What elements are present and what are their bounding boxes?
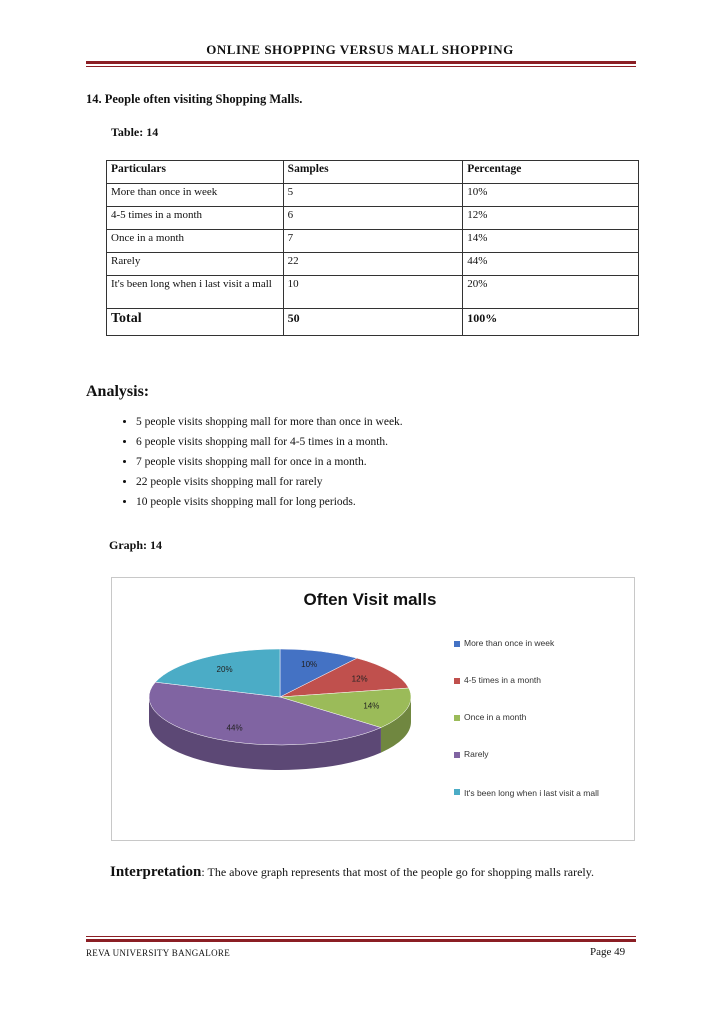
chart-legend bbox=[454, 638, 634, 800]
legend-swatch bbox=[454, 752, 460, 758]
legend-item bbox=[454, 638, 634, 675]
cell-percentage: 44% bbox=[463, 253, 639, 276]
legend-label: It's been long when i last visit a mall bbox=[464, 788, 599, 798]
pie-data-label: 20% bbox=[216, 665, 233, 675]
legend-item bbox=[454, 712, 634, 749]
cell-particular: 4-5 times in a month bbox=[107, 207, 284, 230]
header-samples: Samples bbox=[283, 161, 463, 184]
legend-label: More than once in week bbox=[464, 638, 555, 648]
pie-data-label: 14% bbox=[363, 701, 380, 711]
header-percentage: Percentage bbox=[463, 161, 639, 184]
legend-swatch bbox=[454, 789, 460, 795]
footer-rule-thin bbox=[86, 936, 636, 937]
header-particulars: Particulars bbox=[107, 161, 284, 184]
legend-swatch bbox=[454, 715, 460, 721]
analysis-bullet: • 6 people visits shopping mall for 4-5 times in a month. bbox=[136, 432, 403, 452]
footer-university: REVA UNIVERSITY BANGALORE bbox=[86, 948, 231, 958]
legend-label: Rarely bbox=[464, 749, 489, 759]
legend-item bbox=[454, 749, 634, 786]
cell-samples: 5 bbox=[283, 184, 463, 207]
pie-data-label: 12% bbox=[351, 674, 368, 684]
analysis-bullet: • 7 people visits shopping mall for once in a month. bbox=[136, 452, 403, 472]
chart-title: Often Visit malls bbox=[303, 590, 437, 609]
cell-percentage: 10% bbox=[463, 184, 639, 207]
legend-item bbox=[454, 675, 634, 712]
table-caption: Table: 14 bbox=[111, 125, 159, 139]
analysis-bullet: • 22 people visits shopping mall for rarely bbox=[136, 472, 403, 492]
cell-samples: 6 bbox=[283, 207, 463, 230]
pie-data-label: 44% bbox=[226, 723, 243, 733]
cell-percentage: 20% bbox=[463, 276, 639, 309]
cell-particular: More than once in week bbox=[107, 184, 284, 207]
interpretation-label: Interpretation bbox=[110, 864, 202, 880]
pie-data-label: 10% bbox=[301, 660, 318, 670]
cell-particular: Rarely bbox=[107, 253, 284, 276]
interpretation-paragraph bbox=[110, 862, 635, 882]
analysis-heading: Analysis: bbox=[86, 383, 150, 400]
legend-swatch bbox=[454, 678, 460, 684]
footer-rule bbox=[86, 939, 636, 942]
legend-item bbox=[454, 786, 624, 800]
cell-samples: 22 bbox=[283, 253, 463, 276]
cell-percentage: 12% bbox=[463, 207, 639, 230]
cell-samples: 10 bbox=[283, 276, 463, 309]
total-percentage: 100% bbox=[463, 309, 639, 336]
interpretation-text: : The above graph represents that most of the people go for shopping malls rarely. bbox=[201, 865, 594, 879]
footer-page-number: Page 49 bbox=[590, 946, 626, 958]
cell-particular: It's been long when i last visit a mall bbox=[107, 276, 284, 309]
legend-label: 4-5 times in a month bbox=[464, 675, 542, 685]
analysis-bullet: • 5 people visits shopping mall for more than once in week. bbox=[136, 412, 403, 432]
legend-swatch bbox=[454, 641, 460, 647]
page-header-title: ONLINE SHOPPING VERSUS MALL SHOPPING bbox=[206, 42, 514, 57]
legend-label: Once in a month bbox=[464, 712, 527, 722]
cell-samples: 7 bbox=[283, 230, 463, 253]
graph-caption: Graph: 14 bbox=[109, 538, 163, 552]
cell-percentage: 14% bbox=[463, 230, 639, 253]
section-title: 14. People often visiting Shopping Malls. bbox=[86, 92, 303, 106]
total-label: Total bbox=[107, 309, 284, 336]
analysis-bullet: • 10 people visits shopping mall for long periods. bbox=[136, 492, 403, 512]
total-samples: 50 bbox=[283, 309, 463, 336]
cell-particular: Once in a month bbox=[107, 230, 284, 253]
